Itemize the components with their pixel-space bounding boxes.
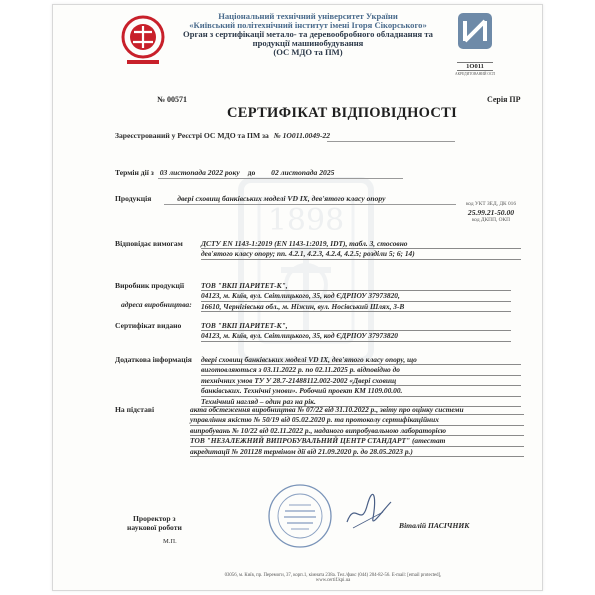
product-value: двері сховищ банківських моделі VD IX, дев'ятого класу опору xyxy=(177,194,386,203)
registered-label: Зареєстрований у Реєстрі ОС МДО та ПМ за xyxy=(115,131,269,140)
basis-line: акта обстеження виробництва № 07/22 від 31.10.2022 р., звіту про оцінку системи xyxy=(190,405,524,415)
stamp-place-mark: М.П. xyxy=(163,538,177,545)
accreditation-mark-icon xyxy=(451,11,499,57)
issued-text xyxy=(201,321,511,342)
manufacturer-name: ТОВ "ВКП ПАРИТЕТ-К", xyxy=(201,281,511,291)
header-line-5: (ОС МДО та ПМ) xyxy=(273,47,343,57)
basis-line: управління якістю № 50/19 від 05.02.2020 р. та протоколу сертифікаційних xyxy=(190,415,524,425)
basis-label: На підставі xyxy=(115,405,155,414)
additional-line: виготовляються з 03.11.2022 р. по 02.11.2025 р. відповідно до xyxy=(201,365,521,375)
footer-contacts: 03056, м. Київ, пр. Перемоги, 37, корп.1, кімната 238а. Тел./факс (044) 204-82-56. E-mail: [email protected], www.certif.kpi.ua xyxy=(224,573,442,583)
product-underline xyxy=(164,204,456,205)
manufacturer-production-address: 16610, Чернігівська обл., м. Ніжин, вул. Носівський Шлях, 3-В xyxy=(201,302,511,312)
header-line-2: «Київський політехнічний інститут імені Ігоря Сікорського» xyxy=(189,20,427,30)
production-address-label: адреса виробництва: xyxy=(121,299,192,309)
manufacturer-label: Виробник продукції xyxy=(115,281,185,290)
validity-label: Термін дії з xyxy=(115,168,154,177)
classification-codes xyxy=(461,201,521,224)
issued-label: Сертифікат видано xyxy=(115,321,182,330)
certificate-number: № 00571 xyxy=(157,95,188,104)
certificate-title: СЕРТИФІКАТ ВІДПОВІДНОСТІ xyxy=(227,105,458,121)
validity-from: 03 листопада 2022 року xyxy=(159,168,240,177)
kpi-logo-icon xyxy=(119,10,167,68)
header-line-4: продукції машинобудування xyxy=(252,38,364,48)
registered-underline xyxy=(327,141,455,142)
issued-address: 04123, м. Київ, вул. Світлицького, 35, код ЄДРПОУ 37973820 xyxy=(201,331,511,341)
requirements-line-1: ДСТУ EN 1143-1:2019 (EN 1143-1:2019, IDT), табл. 3, стосовно xyxy=(201,239,521,249)
validity-row xyxy=(115,168,334,178)
basis-text xyxy=(190,405,524,457)
manufacturer-address: 04123, м. Київ, вул. Світлицького, 35, код ЄДРПОУ 37973820, xyxy=(201,291,511,301)
accreditation-caption: АКРЕДИТОВАНИЙ ОСП xyxy=(454,72,496,76)
product-row xyxy=(115,194,386,204)
validity-to-label: до xyxy=(247,168,256,177)
additional-line: Технічний нагляд – один раз на рік. xyxy=(201,397,521,407)
issued-name: ТОВ "ВКП ПАРИТЕТ-К", xyxy=(201,321,511,331)
accreditation-code: 1О011 xyxy=(457,62,493,71)
certificate-series: Серія ПР xyxy=(487,95,521,104)
registered-row xyxy=(115,131,330,141)
signature xyxy=(343,492,395,534)
dkpp-code-label: код ДКПП, ОКП xyxy=(471,217,511,223)
additional-line: банківських. Технічні умови». Робочий проект КМ 1109.00.00. xyxy=(201,386,521,396)
signatory-role-1: Проректор з xyxy=(133,514,176,523)
additional-line: технічних умов ТУ У 28.7-21488112.002-2002 «Двері сховищ xyxy=(201,376,521,386)
institution-stamp xyxy=(267,483,333,549)
ukt-code-label: код УКТ ЗЕД, ДК 016 xyxy=(465,201,517,207)
product-label: Продукція xyxy=(115,194,152,203)
basis-line: випробувань № 10/22 від 02.11.2022 р., наданого випробувальною лабораторією xyxy=(190,426,524,436)
certificate-page xyxy=(52,4,543,591)
additional-info-label: Додаткова інформація xyxy=(115,355,192,364)
manufacturer-text xyxy=(201,281,511,312)
ukt-code-value: 25.99.21-50.00 xyxy=(467,208,515,217)
registered-value: № 1О011.0049-22 xyxy=(273,131,331,140)
header-line-1: Національний технічний університет України xyxy=(218,11,398,21)
basis-line: акредитації № 201128 терміном дії від 21.09.2020 р. до 28.05.2023 р.) xyxy=(190,447,524,457)
validity-to: 02 листопада 2025 xyxy=(271,168,335,177)
requirements-line-2: дев'ятого класу опору; пп. 4.2.1, 4.2.3, 4.2.4, 4.2.5; розділи 5; 6; 14) xyxy=(201,249,521,259)
accreditation-logo xyxy=(451,11,499,77)
additional-line: двері сховищ банківських моделі VD IX, дев'ятого класу опору, що xyxy=(201,355,521,365)
additional-info-text xyxy=(201,355,521,407)
signatory-name: Віталій ПАСІЧНИК xyxy=(399,521,470,530)
requirements-text xyxy=(201,239,521,260)
issuer-header xyxy=(173,12,443,57)
svg-text:1898: 1898 xyxy=(267,203,345,238)
header-line-3: Орган з сертифікації метало- та деревообробного обладнання та xyxy=(183,29,433,39)
validity-underline xyxy=(158,178,403,179)
signatory-role-2: наукової роботи xyxy=(127,523,182,532)
requirements-label: Відповідає вимогам xyxy=(115,239,183,248)
basis-line: ТОВ "НЕЗАЛЕЖНИЙ ВИПРОБУВАЛЬНИЙ ЦЕНТР СТАНДАРТ" (атестат xyxy=(190,436,524,446)
